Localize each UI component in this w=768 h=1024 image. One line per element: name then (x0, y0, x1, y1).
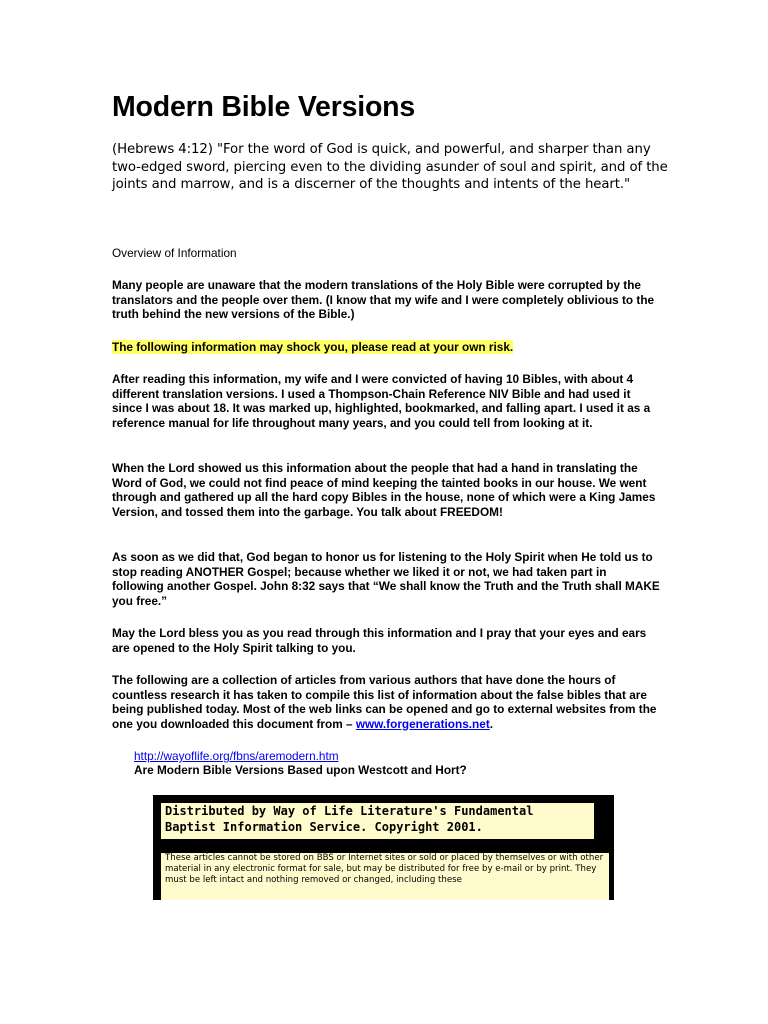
copyright-box (153, 795, 614, 900)
article-link[interactable]: http://wayoflife.org/fbns/aremodern.htm (134, 749, 339, 763)
paragraph-gospel: As soon as we did that, God began to honor us for listening to the Holy Spirit when He told us to stop reading ANOTHER Gospel; because whether we liked it or not, we had taken part in following another Gospel. John 8:32 says that “We shall know the Truth and the Truth shall MAKE you free.” (112, 550, 660, 608)
warning-paragraph (112, 340, 660, 355)
highlighted-warning: The following information may shock you, please read at your own risk. (112, 340, 514, 354)
collection-text: The following are a collection of articles from various authors that have done the hours of countless research it has taken to compile this list of information about the false bibles that are being published today. Most of the web links can be opened and go to external websites from the one you downloaded this document from – (112, 673, 657, 731)
copyright-notice: These articles cannot be stored on BBS or Internet sites or sold or placed by themselves or with other material in any electronic format for sale, but may be distributed for free by e-mail or by print. They must be left intact and nothing removed or changed, including these (161, 853, 609, 900)
section-heading: Overview of Information (112, 246, 237, 260)
paragraph-freedom: When the Lord showed us this information about the people that had a hand in translating the Word of God, we could not find peace of mind keeping the tainted books in our house. We went through and gathered up all the hard copy Bibles in the house, none of which were a King James Version, and tossed them into the garbage. You talk about FREEDOM! (112, 461, 656, 519)
article-title: Are Modern Bible Versions Based upon Westcott and Hort? (134, 763, 467, 777)
scripture-verse: (Hebrews 4:12) "For the word of God is quick, and powerful, and sharper than any two-edged sword, piercing even to the dividing asunder of soul and spirit, and of the joints and marrow, and is a discerner of the thoughts and intents of the heart." (112, 142, 668, 193)
forgenerations-link[interactable]: www.forgenerations.net (355, 716, 490, 731)
paragraph-convicted: After reading this information, my wife and I were convicted of having 10 Bibles, with about 4 different translation versions. I used a Thompson-Chain Reference NIV Bible and had used it since I was about 18. It was marked up, highlighted, bookmarked, and falling apart. I used it as a reference manual for life throughout many years, and you could tell from looking at it. (112, 372, 651, 430)
document-title: Modern Bible Versions (112, 91, 416, 123)
paragraph-intro: Many people are unaware that the modern translations of the Holy Bible were corrupted by the translators and the people over them. (I know that my wife and I were completely oblivious to the truth behind the new versions of the Bible.) (112, 278, 655, 321)
copyright-heading: Distributed by Way of Life Literature's Fundamental Baptist Information Service. Copyright 2001. (161, 803, 594, 839)
paragraph-blessing: May the Lord bless you as you read through this information and I pray that your eyes and ears are opened to the Holy Spirit talking to you. (112, 626, 647, 655)
paragraph-collection (112, 673, 660, 731)
article-url-line (134, 749, 654, 764)
collection-end: . (489, 716, 494, 731)
